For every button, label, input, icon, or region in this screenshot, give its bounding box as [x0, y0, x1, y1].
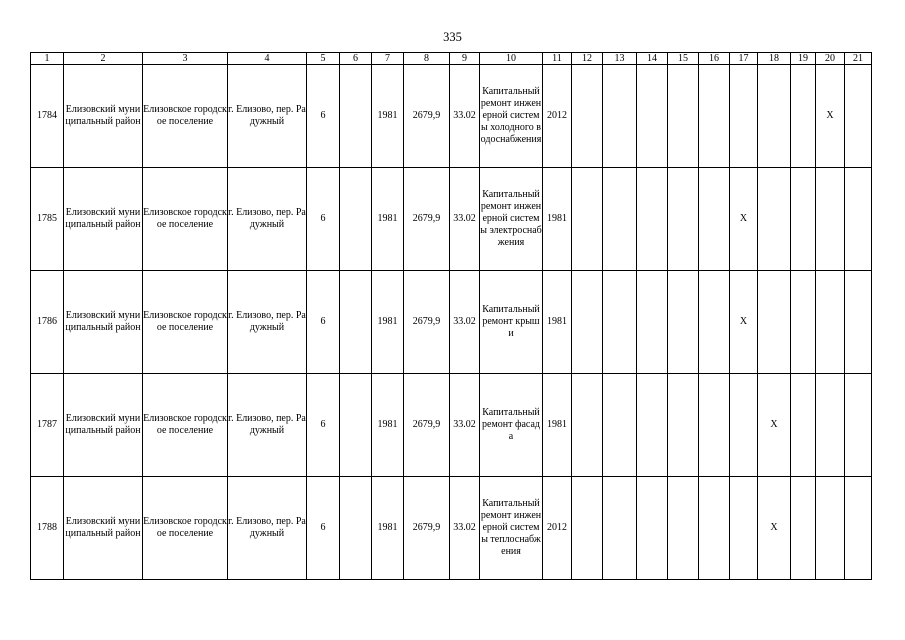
- table-cell: Елизовский муниципальный район: [64, 271, 143, 374]
- column-header: 8: [404, 53, 450, 65]
- table-cell: [572, 65, 603, 168]
- table-cell: 33.02: [450, 477, 480, 580]
- table-cell: г. Елизово, пер. Радужный: [228, 271, 307, 374]
- table-row: [31, 271, 872, 374]
- table-cell: [816, 477, 845, 580]
- table-cell: [699, 271, 730, 374]
- table-cell: 1981: [372, 168, 404, 271]
- table-cell: Капитальный ремонт инженерной системы теплоснабжения: [480, 477, 543, 580]
- header-row: [31, 53, 872, 65]
- table-cell: [340, 271, 372, 374]
- table-cell: Капитальный ремонт крыши: [480, 271, 543, 374]
- table-cell: [845, 271, 872, 374]
- table-cell: 2679,9: [404, 374, 450, 477]
- table-cell: Елизовский муниципальный район: [64, 477, 143, 580]
- table-cell: [791, 65, 816, 168]
- table-cell: [699, 477, 730, 580]
- table-cell: X: [816, 65, 845, 168]
- column-header: 9: [450, 53, 480, 65]
- table-cell: [699, 168, 730, 271]
- table-cell: 33.02: [450, 374, 480, 477]
- table-cell: Капитальный ремонт инженерной системы холодного водоснабжения: [480, 65, 543, 168]
- table-cell: [603, 168, 637, 271]
- table-cell: 6: [307, 168, 340, 271]
- table-cell: Елизовское городское поселение: [143, 374, 228, 477]
- column-header: 10: [480, 53, 543, 65]
- table-cell: г. Елизово, пер. Радужный: [228, 374, 307, 477]
- table-cell: 2012: [543, 477, 572, 580]
- table-cell: 6: [307, 271, 340, 374]
- table-cell: [668, 168, 699, 271]
- column-header: 4: [228, 53, 307, 65]
- table-cell: [637, 271, 668, 374]
- table-cell: Елизовское городское поселение: [143, 271, 228, 374]
- table-cell: г. Елизово, пер. Радужный: [228, 65, 307, 168]
- table-row: [31, 65, 872, 168]
- table-cell: [572, 374, 603, 477]
- column-header: 12: [572, 53, 603, 65]
- table-cell: 1981: [372, 477, 404, 580]
- table-cell: 2679,9: [404, 271, 450, 374]
- table-cell: [845, 168, 872, 271]
- table-cell: 1786: [31, 271, 64, 374]
- table-cell: 1981: [543, 168, 572, 271]
- table-cell: X: [730, 271, 758, 374]
- column-header: 5: [307, 53, 340, 65]
- column-header: 20: [816, 53, 845, 65]
- table-cell: [845, 477, 872, 580]
- table-cell: [572, 168, 603, 271]
- page-number: 335: [443, 30, 462, 44]
- column-header: 19: [791, 53, 816, 65]
- table-cell: [340, 65, 372, 168]
- table-cell: [758, 168, 791, 271]
- table-cell: [340, 374, 372, 477]
- table-cell: 1981: [543, 374, 572, 477]
- column-header: 17: [730, 53, 758, 65]
- column-header: 15: [668, 53, 699, 65]
- table-cell: 6: [307, 374, 340, 477]
- table-cell: [340, 477, 372, 580]
- table-cell: [637, 477, 668, 580]
- table-cell: [730, 374, 758, 477]
- table-cell: [816, 168, 845, 271]
- table-cell: [758, 65, 791, 168]
- table-cell: 33.02: [450, 271, 480, 374]
- table-cell: X: [730, 168, 758, 271]
- column-header: 11: [543, 53, 572, 65]
- table-cell: [791, 271, 816, 374]
- table-cell: 1981: [372, 374, 404, 477]
- table-cell: X: [758, 374, 791, 477]
- table-cell: 33.02: [450, 65, 480, 168]
- table-cell: [699, 65, 730, 168]
- table-cell: [668, 271, 699, 374]
- table-cell: 1787: [31, 374, 64, 477]
- table-cell: г. Елизово, пер. Радужный: [228, 168, 307, 271]
- table-cell: г. Елизово, пер. Радужный: [228, 477, 307, 580]
- table-cell: Елизовское городское поселение: [143, 477, 228, 580]
- table-cell: 6: [307, 477, 340, 580]
- register-table: [30, 52, 872, 580]
- table-cell: [699, 374, 730, 477]
- table-cell: [730, 477, 758, 580]
- column-header: 21: [845, 53, 872, 65]
- table-cell: [637, 374, 668, 477]
- column-header: 3: [143, 53, 228, 65]
- table-cell: X: [758, 477, 791, 580]
- table-cell: Елизовское городское поселение: [143, 168, 228, 271]
- table-row: [31, 168, 872, 271]
- table-cell: Елизовское городское поселение: [143, 65, 228, 168]
- table-cell: [668, 65, 699, 168]
- table-cell: 2012: [543, 65, 572, 168]
- table-cell: [845, 374, 872, 477]
- table-cell: [340, 168, 372, 271]
- column-header: 13: [603, 53, 637, 65]
- table-cell: [791, 477, 816, 580]
- column-header: 1: [31, 53, 64, 65]
- table-cell: [816, 271, 845, 374]
- table-cell: Елизовский муниципальный район: [64, 168, 143, 271]
- table-cell: 1981: [543, 271, 572, 374]
- column-header: 7: [372, 53, 404, 65]
- table-cell: [572, 477, 603, 580]
- column-header: 16: [699, 53, 730, 65]
- table-cell: [668, 477, 699, 580]
- table-cell: Елизовский муниципальный район: [64, 65, 143, 168]
- table-cell: [791, 168, 816, 271]
- table-cell: [668, 374, 699, 477]
- table-cell: 1785: [31, 168, 64, 271]
- table-row: [31, 477, 872, 580]
- table-cell: 33.02: [450, 168, 480, 271]
- table-cell: Капитальный ремонт фасада: [480, 374, 543, 477]
- table-cell: 2679,9: [404, 477, 450, 580]
- table-cell: [603, 271, 637, 374]
- table-cell: [572, 271, 603, 374]
- table-cell: 6: [307, 65, 340, 168]
- table-cell: [845, 65, 872, 168]
- table-cell: [603, 374, 637, 477]
- table-cell: [730, 65, 758, 168]
- column-header: 2: [64, 53, 143, 65]
- table-cell: 2679,9: [404, 65, 450, 168]
- table-cell: [816, 374, 845, 477]
- table-cell: Елизовский муниципальный район: [64, 374, 143, 477]
- table-cell: [603, 477, 637, 580]
- table-cell: 2679,9: [404, 168, 450, 271]
- table-cell: [603, 65, 637, 168]
- table-cell: [758, 271, 791, 374]
- table-cell: 1981: [372, 271, 404, 374]
- table-cell: [637, 168, 668, 271]
- table-cell: [637, 65, 668, 168]
- column-header: 18: [758, 53, 791, 65]
- table-cell: 1784: [31, 65, 64, 168]
- table-cell: Капитальный ремонт инженерной системы электроснабжения: [480, 168, 543, 271]
- table-cell: 1981: [372, 65, 404, 168]
- column-header: 6: [340, 53, 372, 65]
- table-cell: 1788: [31, 477, 64, 580]
- table-cell: [791, 374, 816, 477]
- table-row: [31, 374, 872, 477]
- column-header: 14: [637, 53, 668, 65]
